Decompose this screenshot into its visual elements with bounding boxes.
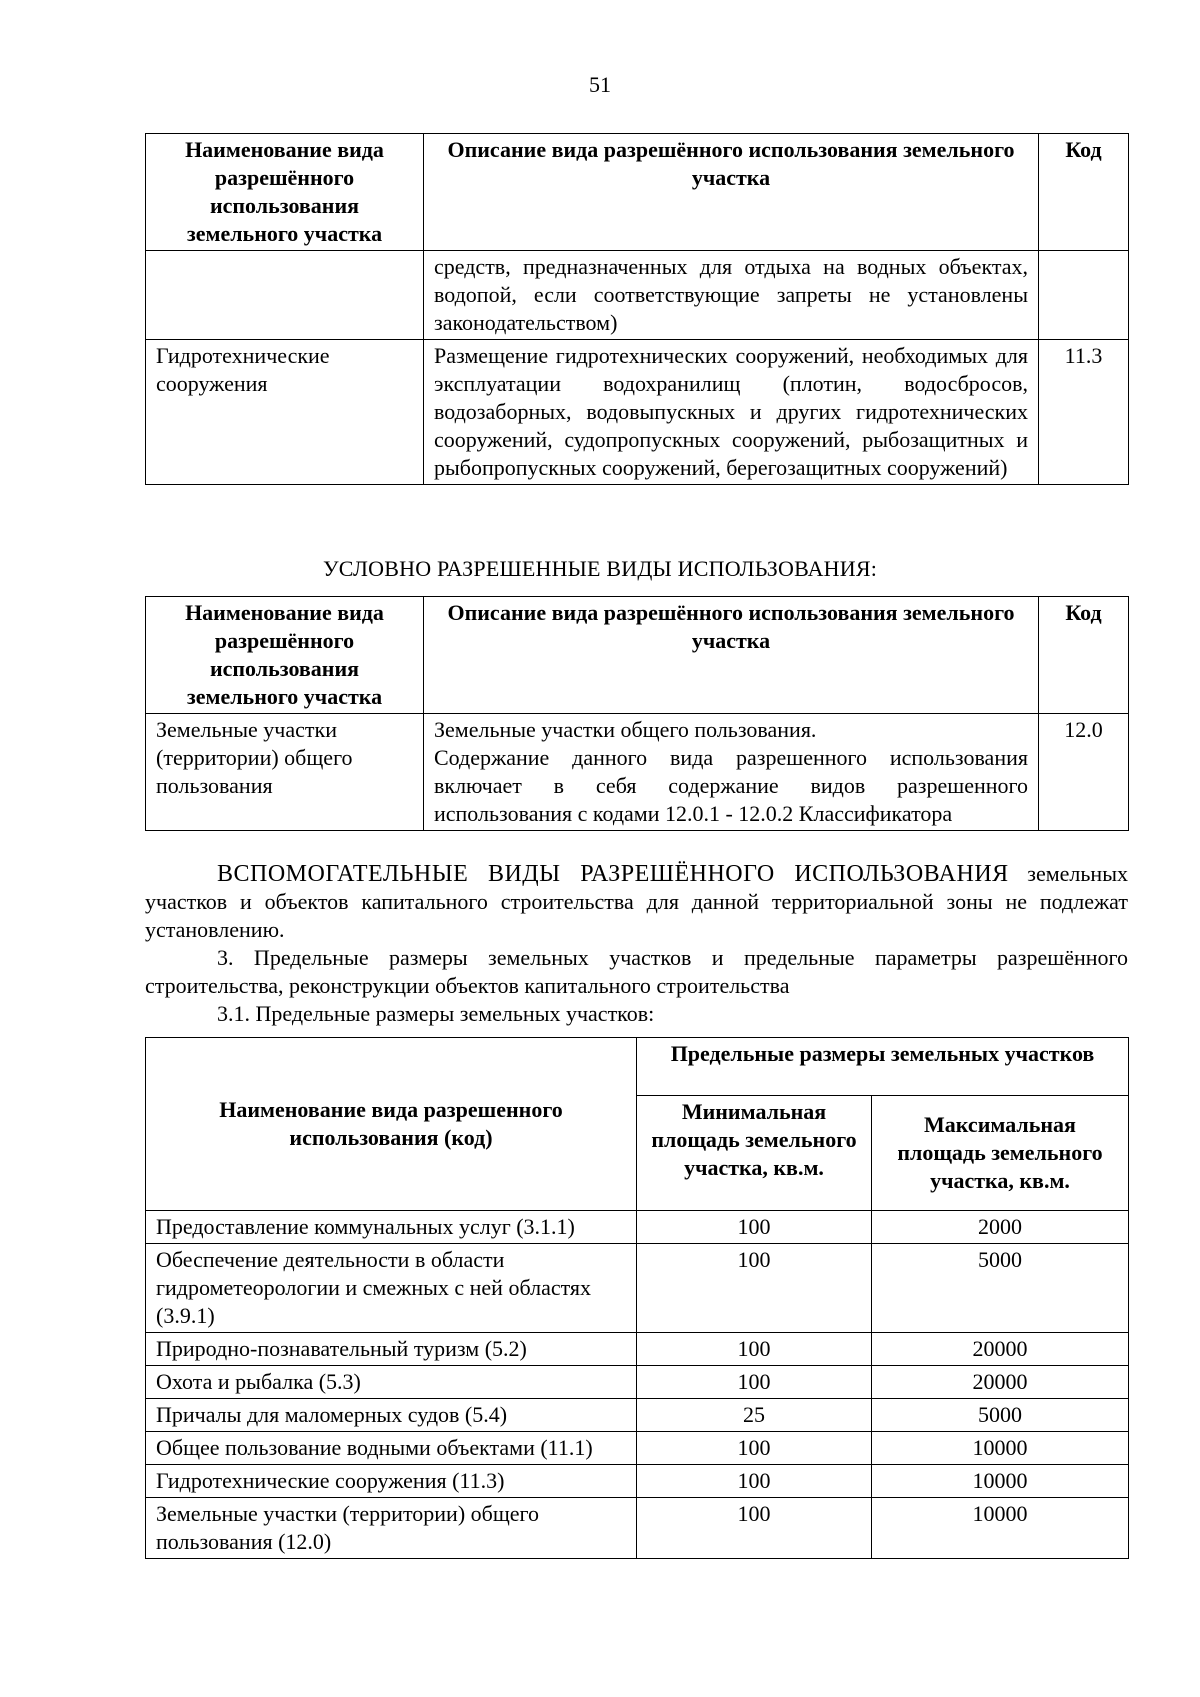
cell-name: Земельные участки (территории) общего пользования (12.0) (146, 1498, 637, 1559)
table-row (146, 1333, 1129, 1366)
header-code: Код (1039, 597, 1129, 714)
cell-name: Обеспечение деятельности в области гидрометеорологии и смежных с ней областях (3.9.1) (146, 1244, 637, 1333)
table-row (146, 1244, 1129, 1333)
table-row (146, 1211, 1129, 1244)
cell-min: 100 (637, 1465, 872, 1498)
conditional-uses-heading: УСЛОВНО РАЗРЕШЕННЫЕ ВИДЫ ИСПОЛЬЗОВАНИЯ: (322, 556, 878, 581)
cell-max: 5000 (872, 1399, 1129, 1432)
cell-name: Причалы для маломерных судов (5.4) (146, 1399, 637, 1432)
cell-name: Земельные участки (территории) общего пользования (146, 714, 424, 831)
header-description: Описание вида разрешённого использования земельного участка (424, 134, 1039, 251)
table-row (146, 1399, 1129, 1432)
cell-max: 10000 (872, 1498, 1129, 1559)
cell-name: Природно-познавательный туризм (5.2) (146, 1333, 637, 1366)
header-max: Максимальная площадь земельного участка, кв.м. (872, 1096, 1129, 1211)
cell-name: Гидротехнические сооружения (11.3) (146, 1465, 637, 1498)
cell-name: Охота и рыбалка (5.3) (146, 1366, 637, 1399)
cell-min: 100 (637, 1211, 872, 1244)
cell-min: 25 (637, 1399, 872, 1432)
cell-name (146, 251, 424, 340)
cell-min: 100 (637, 1432, 872, 1465)
cell-max: 2000 (872, 1211, 1129, 1244)
cell-max: 5000 (872, 1244, 1129, 1333)
cell-code (1039, 251, 1129, 340)
item-3-paragraph: 3. Предельные размеры земельных участков и предельные параметры разрешённого строительства, реконструкции объектов капитального строительства (145, 945, 1128, 998)
description-line-2: Содержание данного вида разрешенного использования включает в себя содержание видов разрешенного использования с кодами 12.0.1 - 12.0.2 Классификатора (434, 745, 1028, 826)
page-number: 51 (589, 72, 611, 97)
header-code: Код (1039, 134, 1129, 251)
conditional-uses-table (145, 596, 1129, 831)
table-header-row (146, 597, 1129, 714)
cell-description (424, 714, 1039, 831)
header-min: Минимальная площадь земельного участка, кв.м. (637, 1096, 872, 1211)
cell-min: 100 (637, 1498, 872, 1559)
cell-max: 10000 (872, 1465, 1129, 1498)
header-group: Предельные размеры земельных участков (637, 1038, 1129, 1096)
cell-min: 100 (637, 1244, 872, 1333)
cell-code: 11.3 (1039, 340, 1129, 485)
cell-name: Предоставление коммунальных услуг (3.1.1) (146, 1211, 637, 1244)
cell-description: средств, предназначенных для отдыха на водных объектах, водопой, если соответствующие запреты не установлены законодательством) (424, 251, 1039, 340)
header-name: Наименование вида разрешенного использования (код) (146, 1038, 637, 1211)
land-plot-sizes-table (145, 1037, 1129, 1559)
auxiliary-uses-rest: земельных участков и объектов капитального строительства для данной территориальной зоны не подлежат установлению. (145, 861, 1128, 942)
cell-max: 10000 (872, 1432, 1129, 1465)
cell-max: 20000 (872, 1366, 1129, 1399)
cell-min: 100 (637, 1333, 872, 1366)
table-row (146, 251, 1129, 340)
table-header-row (146, 1038, 1129, 1096)
table-row (146, 340, 1129, 485)
header-name: Наименование вида разрешённого использования земельного участка (146, 597, 424, 714)
auxiliary-uses-caps: ВСПОМОГАТЕЛЬНЫЕ ВИДЫ РАЗРЕШЁННОГО ИСПОЛЬЗОВАНИЯ (217, 861, 1009, 887)
table-row (146, 1366, 1129, 1399)
cell-max: 20000 (872, 1333, 1129, 1366)
auxiliary-uses-paragraph (145, 860, 1128, 944)
table-row (146, 1498, 1129, 1559)
header-description: Описание вида разрешённого использования земельного участка (424, 597, 1039, 714)
cell-name: Гидротехнические сооружения (146, 340, 424, 485)
cell-code: 12.0 (1039, 714, 1129, 831)
cell-min: 100 (637, 1366, 872, 1399)
header-name: Наименование вида разрешённого использования земельного участка (146, 134, 424, 251)
table-row (146, 1465, 1129, 1498)
item-3-1-paragraph: 3.1. Предельные размеры земельных участков: (217, 1001, 655, 1026)
cell-name: Общее пользование водными объектами (11.1) (146, 1432, 637, 1465)
description-line-1: Земельные участки общего пользования. (434, 717, 817, 742)
permitted-uses-table (145, 133, 1129, 485)
cell-description: Размещение гидротехнических сооружений, необходимых для эксплуатации водохранилищ (плотин, водосбросов, водозаборных, водовыпускных и других гидротехнических сооружений, судопропускных сооружений, рыбозащитных и рыбопропускных сооружений, берегозащитных сооружений) (424, 340, 1039, 485)
table-row (146, 714, 1129, 831)
table-row (146, 1432, 1129, 1465)
table-header-row (146, 134, 1129, 251)
